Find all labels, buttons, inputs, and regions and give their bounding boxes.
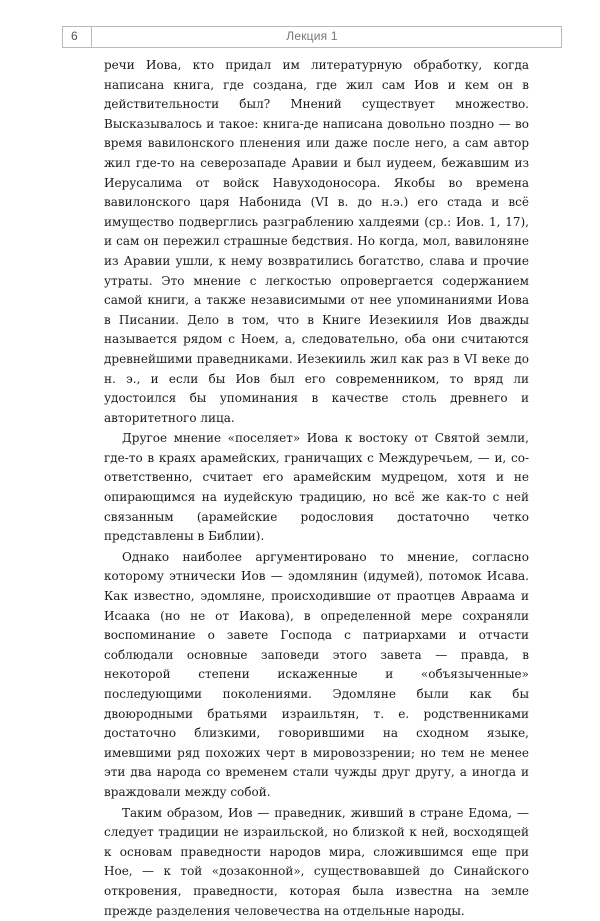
paragraph-1: речи Иова, кто придал им литературную обработку, когда написана книга, где создана, где жил сам Иов и кем он в действительности был? Мнений существует множество. Высказывалось и такое: книга-де написана довольно поздно — во время вавилонского пленения или даже после него, а сам автор жил где-то на северозападе Аравии и был иудеем, бежавшим из Иерусалима от войск Навуходоносора. Якобы во времена вавилонского царя Набонида (VI в. до н.э.) его стада и всё имущество подверглись разграблению халдеями (ср.: Иов. 1, 17), и сам он пережил страшные бедствия. Но когда, мол, вавилоняне из Аравии ушли, к нему возвратились богатство, слава и прочие утраты. Это мнение с легкостью опровергается содержанием самой книги, а также независимыми от нее упоминаниями Иова в Писании. Дело в том, что в Книге Иезекииля Иов дважды называется рядом с Ноем, а, следовательно, оба они считаются древнейшими праведниками. Иезекииль жил как раз в VI веке до н. э., и если бы Иов был его современником, то вряд ли удостоился бы упоминания в качестве столь древнего и авторитетного лица. <box>104 58 529 425</box>
running-header <box>62 26 562 48</box>
body-text <box>104 56 529 921</box>
page-number: 6 <box>71 29 78 43</box>
paragraph-3: Однако наиболее аргументировано то мнение, согласно которому этнически Иов — эдомлянин (идумей), потомок Исава. Как известно, эдомляне, происходившие от праотцев Авраама и Исаака (но не от Иакова), в определенной мере сохраняли воспоминание о завете Господа с патриархами и отчасти соблюдали основные заповеди этого завета — правда, в некоторой степени искаженные и «объязыченные» последующими поколениями. Эдомляне были как бы двоюродными братьями израильтян, т. е. родственниками достаточно близкими, говорившими на сходном языке, имевшими ряд похожих черт в мировоззрении; но тем не менее эти два народа со временем стали чужды друг другу, а иногда и враждовали между собой. <box>104 549 529 799</box>
paragraph-2: Другое мнение «поселяет» Иова к востоку от Святой земли, где-то в краях арамейских, граничащих с Междуречьем, — и, соответственно, считает его арамейским мудрецом, хотя и не опирающимся на иудейскую традицию, но всё же как-то с ней связанным (арамейские родословия достаточно четко представлены в Библии). <box>104 431 529 544</box>
paragraph-4: Таким образом, Иов — праведник, живший в стране Едома, — следует традиции не израильской, но близкой к ней, восходящей к основам праведности народов мира, сложившимся еще при Ное, — к той «дозаконной», существовавшей до Синайского откровения, праведности, которая была известна на земле прежде разделения человечества на отдельные народы. <box>104 805 529 918</box>
running-title: Лекция 1 <box>286 29 338 43</box>
